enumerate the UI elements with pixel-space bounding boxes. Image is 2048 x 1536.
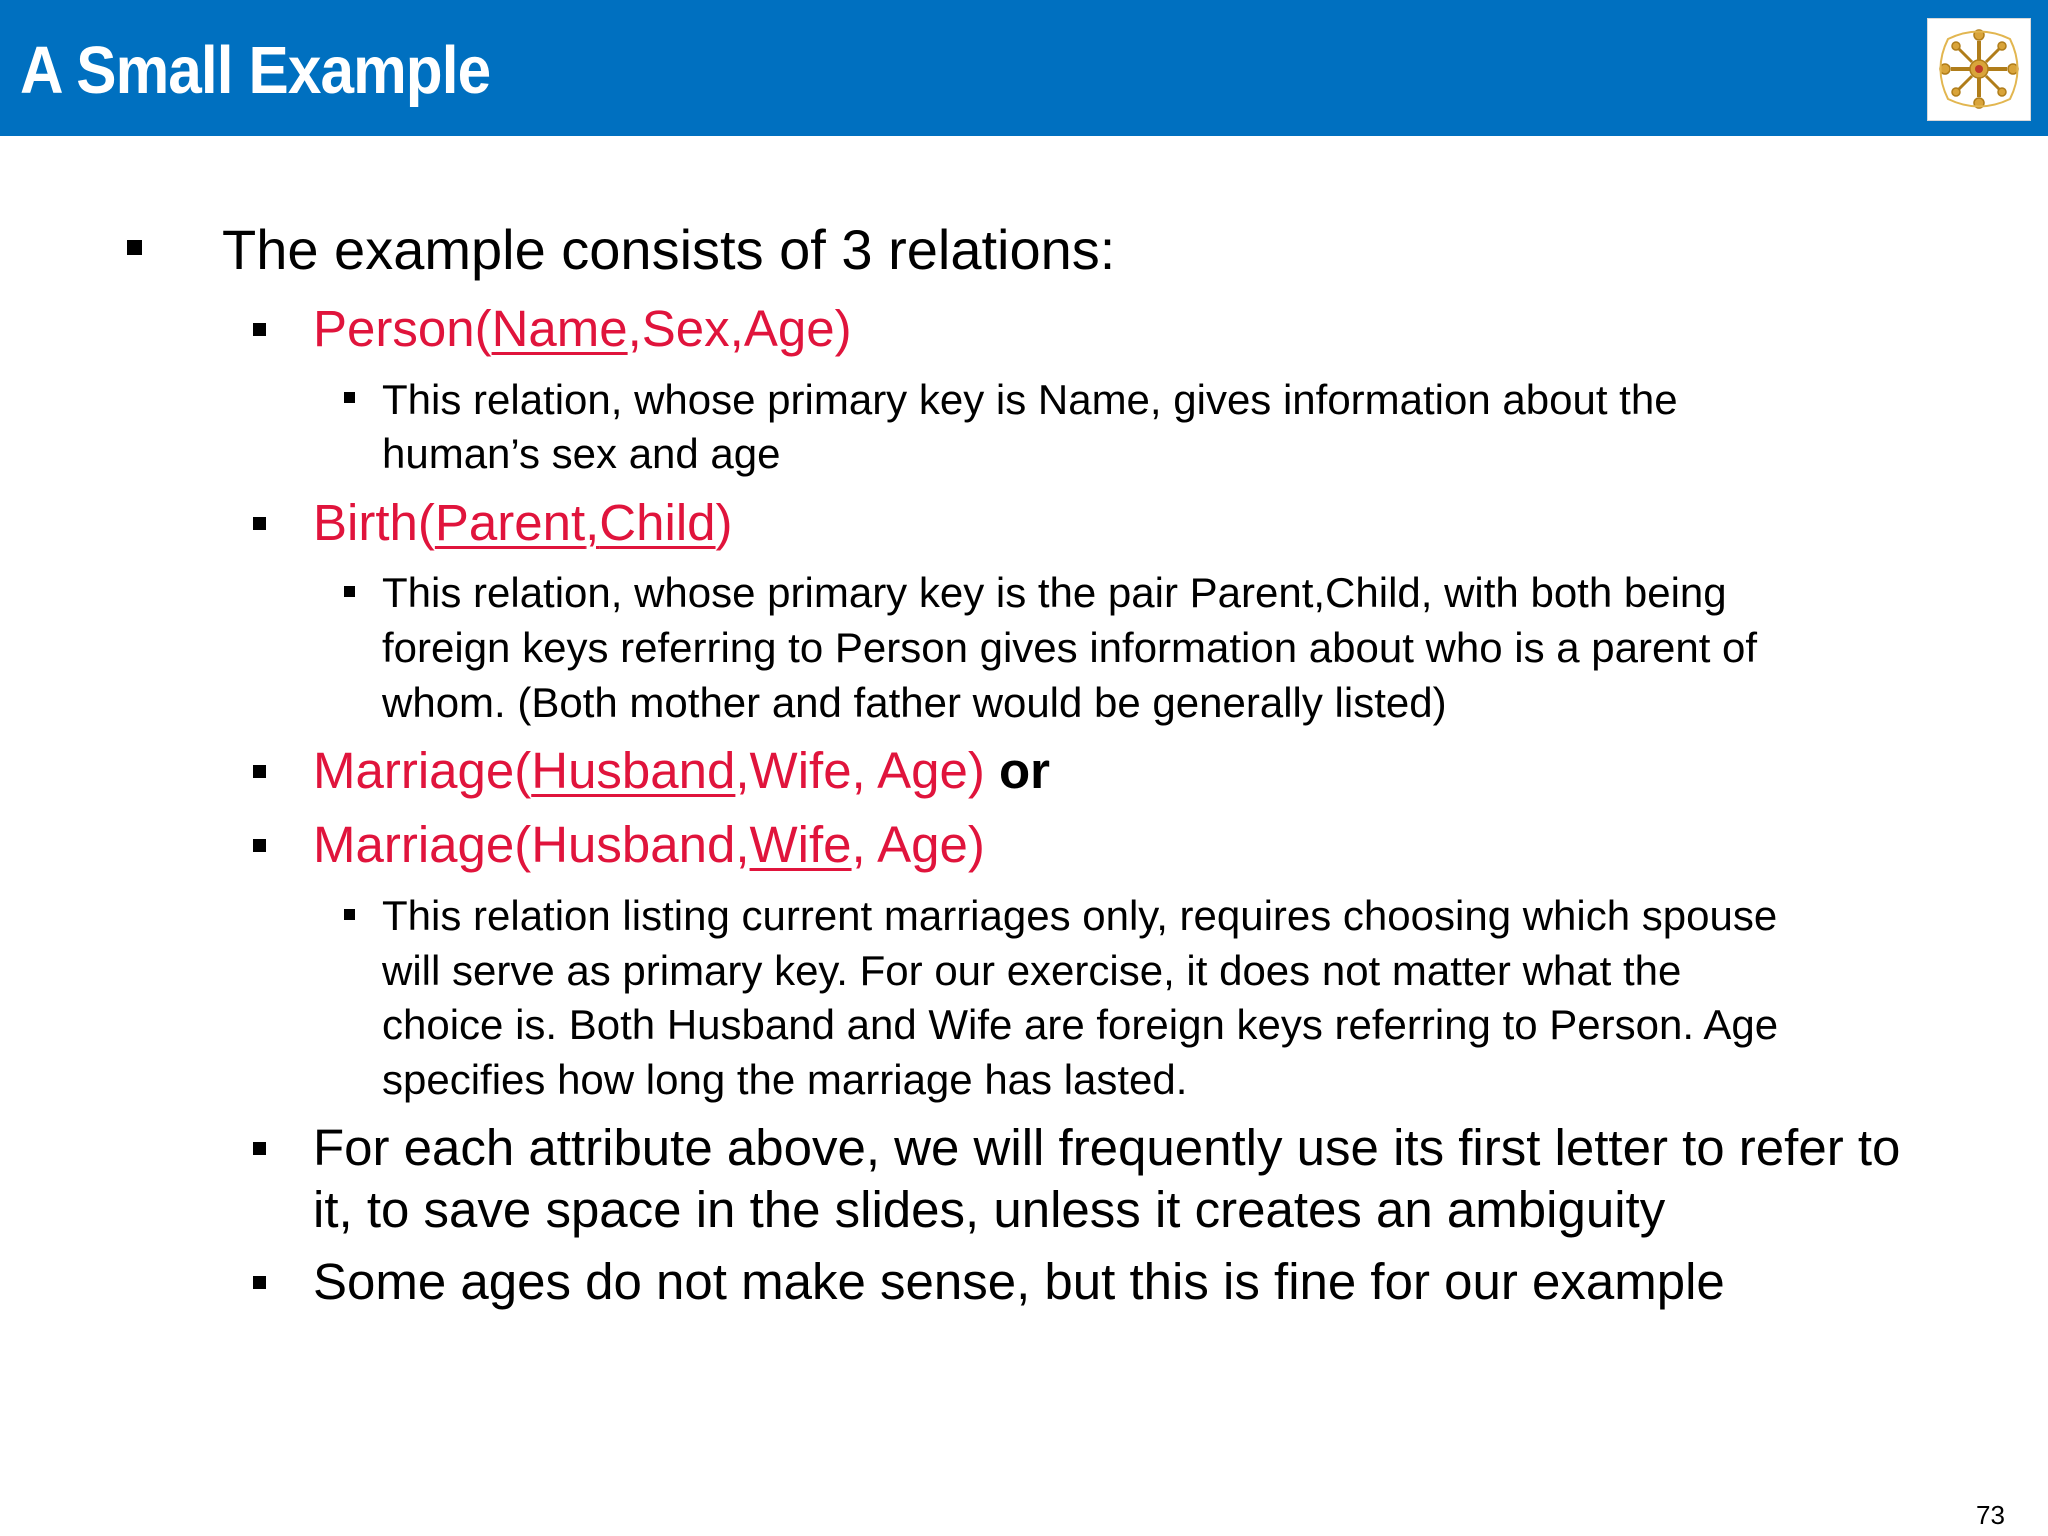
primary-key: Child (599, 494, 716, 551)
note-attribute-abbrev-cont: it, to save space in the slides, unless it creates an ambiguity (313, 1181, 1666, 1238)
birth-description-line: This relation, whose primary key is the pair Parent,Child, with both being (382, 569, 1727, 616)
bullet-marker (253, 517, 266, 530)
birth-description-line: whom. (Both mother and father would be generally listed) (382, 679, 1447, 726)
key-separator: , (585, 494, 600, 551)
relation-name: Marriage(Husband, (313, 816, 750, 873)
bullet-marker (344, 586, 355, 597)
primary-key: Parent (434, 494, 586, 551)
person-description-line: human’s sex and age (382, 430, 781, 477)
bullet-marker (253, 323, 266, 336)
intro-text: The example consists of 3 relations: (222, 218, 1116, 281)
page-number: 73 (1976, 1500, 2005, 1530)
note-ages: Some ages do not make sense, but this is fine for our example (313, 1253, 1725, 1310)
primary-key: Name (491, 300, 628, 357)
marriage-description-line: This relation listing current marriages only, requires choosing which spouse (382, 892, 1778, 939)
relation-name: Marriage( (313, 742, 532, 799)
bullet-marker (253, 1276, 266, 1289)
relation-attributes: ) (715, 494, 733, 551)
primary-key: Husband (531, 742, 736, 799)
bullet-marker (344, 392, 355, 403)
note-attribute-abbrev: For each attribute above, we will frequently use its first letter to refer to (313, 1119, 1901, 1176)
marriage-description-line: choice is. Both Husband and Wife are foreign keys referring to Person. Age (382, 1001, 1779, 1048)
marriage-description-line: specifies how long the marriage has lasted. (382, 1056, 1188, 1103)
bullet-marker (127, 240, 142, 255)
relation-attributes: ,Wife, Age) (735, 742, 985, 799)
relation-name: Birth( (313, 494, 435, 551)
relation-name: Person( (313, 300, 492, 357)
relation-attributes: ,Sex,Age) (627, 300, 852, 357)
bullet-marker (344, 909, 355, 920)
relation-attributes: , Age) (851, 816, 985, 873)
relation-marriage-wife-key (313, 816, 985, 873)
bullet-marker (253, 1142, 266, 1155)
relation-person (313, 300, 852, 357)
primary-key: Wife (749, 816, 852, 873)
marriage-description-line: will serve as primary key. For our exercise, it does not matter what the (382, 947, 1682, 994)
birth-description-line: foreign keys referring to Person gives information about who is a parent of (382, 624, 1758, 671)
bullet-marker (253, 765, 266, 778)
relation-birth (313, 494, 733, 551)
relation-marriage-husband-key (313, 742, 1050, 799)
bullet-marker (253, 839, 266, 852)
slide-title: A Small Example (20, 33, 491, 108)
or-keyword: or (998, 742, 1050, 799)
person-description-line: This relation, whose primary key is Name, gives information about the (382, 376, 1678, 423)
